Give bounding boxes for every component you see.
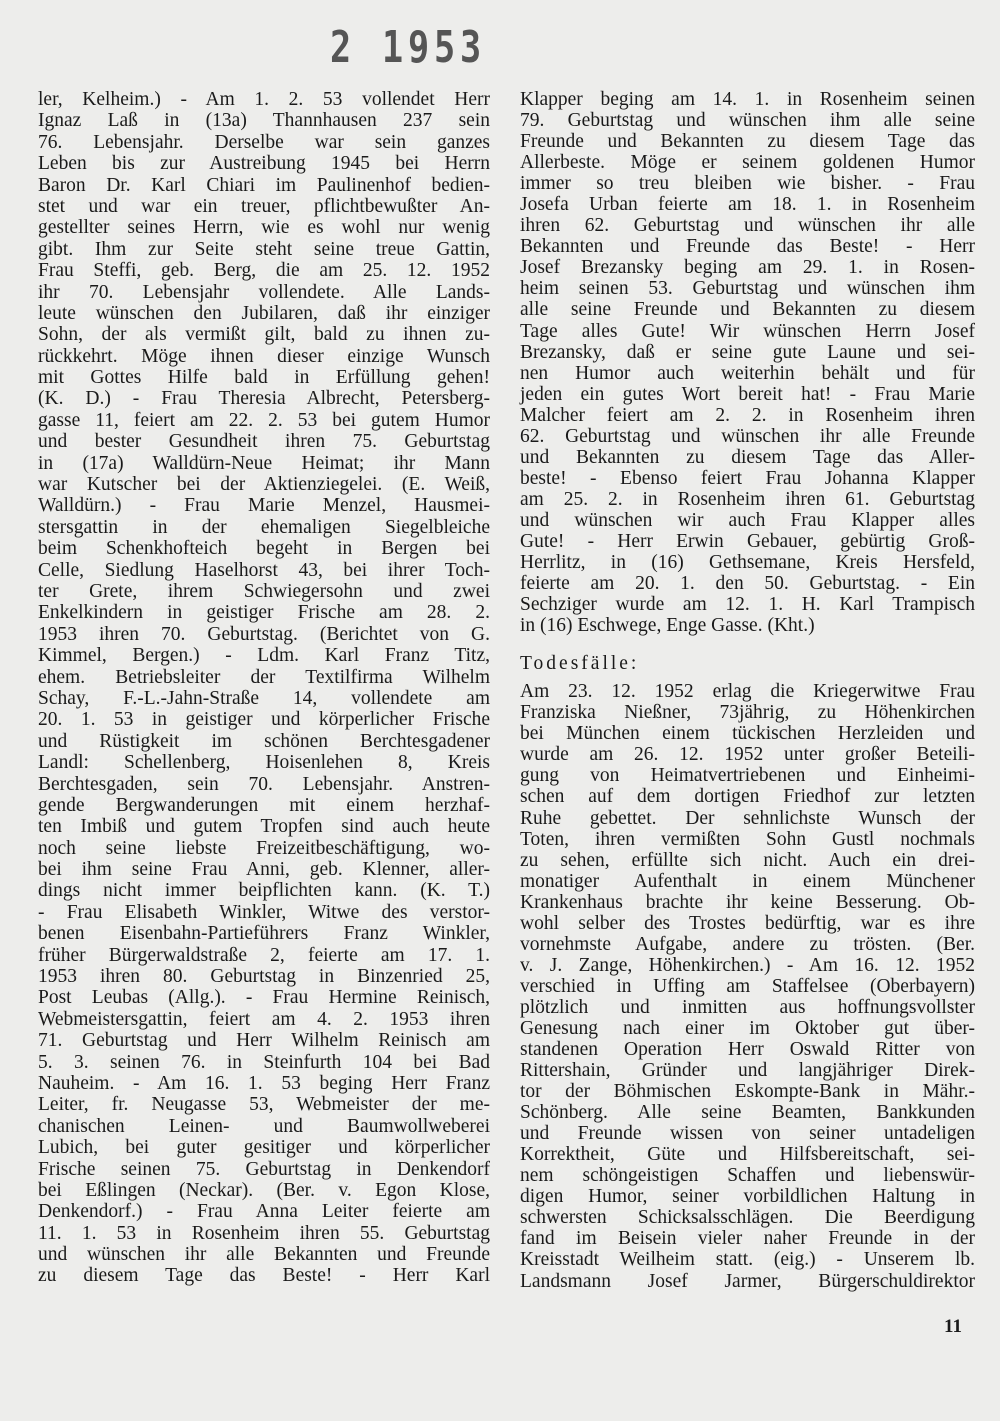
text-line: bei München einem tückischen Herzleiden und <box>520 723 975 745</box>
death-notices <box>520 681 975 1291</box>
text-line: nen Humor auch weiterhin behält und für <box>520 362 975 384</box>
text-line: gestellter seines Herrn, wie es wohl nur wenig <box>38 217 490 239</box>
text-line: Landl: Schellenberg, Hoisenlehen 8, Kreis <box>38 752 490 774</box>
text-line: in (16) Eschwege, Enge Gasse. (Kht.) <box>520 615 815 637</box>
text-line: tor der Böhmischen Eskompte-Bank in Mähr.- <box>520 1081 975 1103</box>
text-line: 62. Geburtstag und wünschen ihr alle Freunde <box>520 425 975 447</box>
text-line: gibt. Ihm zur Seite steht seine treue Gattin, <box>38 238 490 260</box>
text-line: und Freunde wissen von seiner untadeligen <box>520 1123 975 1145</box>
text-line: beste! - Ebenso feiert Frau Johanna Klapper <box>520 467 975 489</box>
text-line: in (17a) Walldürn-Neue Heimat; ihr Mann <box>38 452 490 474</box>
text-line: schen auf dem dortigen Friedhof zur letzten <box>520 786 975 808</box>
text-line: Bekannten und Freunde das Beste! - Herr <box>520 236 975 258</box>
text-line: Ignaz Laß in (13a) Thannhausen 237 sein <box>38 110 490 132</box>
text-line: 20. 1. 53 in geistiger und körperlicher Frische <box>38 709 490 731</box>
text-line: ehem. Betriebsleiter der Textilfirma Wilhelm <box>38 666 490 688</box>
text-line: benen Eisenbahn-Partieführers Franz Winkler, <box>38 923 490 945</box>
text-line: wohl selber des Trostes bedürftig, war es ihre <box>520 912 975 934</box>
text-line: und wünschen wir auch Frau Klapper alles <box>520 509 975 531</box>
text-line: - Frau Elisabeth Winkler, Witwe des verstor- <box>38 901 490 923</box>
text-line: Korrektheit, Güte und Hilfsbereitschaft, sei- <box>520 1144 975 1166</box>
text-line: ten Imbiß und gutem Tropfen sind auch heute <box>38 816 490 838</box>
text-line: war Kutscher bei der Aktienziegelei. (E. Weiß, <box>38 474 490 496</box>
text-line: digen Humor, seiner vorbildlichen Haltung in <box>520 1186 975 1208</box>
text-line: Josef Brezansky beging am 29. 1. in Rosen- <box>520 257 975 279</box>
text-line: wurde am 26. 12. 1952 unter großer Beteili- <box>520 744 975 766</box>
text-line: Brezansky, daß er seine gute Laune und sei- <box>520 341 975 363</box>
page-number: 11 <box>944 1316 962 1337</box>
text-line: Allerbeste. Möge er seinem goldenen Humor <box>520 152 975 174</box>
section-heading-deaths: Todesfälle: <box>520 653 640 675</box>
text-line: und Rüstigkeit im schönen Berchtesgadener <box>38 730 490 752</box>
text-line: Leiter, fr. Neugasse 53, Webmeister der me- <box>38 1094 490 1116</box>
text-line: 5. 3. seinen 76. in Steinfurth 104 bei Bad <box>38 1051 490 1073</box>
text-line: leute wünschen den Jubilaren, daß ihr einziger <box>38 302 490 324</box>
text-line: Krankenhaus brachte ihr keine Besserung. Ob- <box>520 891 975 913</box>
text-line: schwersten Schicksalsschlägen. Die Beerdigung <box>520 1207 975 1229</box>
text-line: gung von Heimatvertriebenen und Einheimi- <box>520 765 975 787</box>
text-line: rückkehrt. Möge ihnen dieser einzige Wunsch <box>38 345 490 367</box>
text-line: Klapper beging am 14. 1. in Rosenheim seinen <box>520 89 975 110</box>
text-line: 79. Geburtstag und wünschen ihm alle seine <box>520 110 975 132</box>
text-line: Celle, Siedlung Haselhorst 43, bei ihrer Toch- <box>38 559 490 581</box>
text-line: 1953 ihren 80. Geburtstag in Binzenried 25, <box>38 966 490 988</box>
text-line: stet und war ein treuer, pflichtbewußter An- <box>38 195 490 217</box>
text-line: (K. D.) - Frau Theresia Albrecht, Petersberg- <box>38 388 490 410</box>
text-line: heim seinen 53. Geburtstag und wünschen ihm <box>520 278 975 300</box>
text-line: beim Schenkhofteich begeht in Bergen bei <box>38 538 490 560</box>
text-line: Sechziger wurde am 12. 1. H. Karl Trampisch <box>520 594 975 616</box>
text-line: 71. Geburtstag und Herr Wilhelm Reinisch am <box>38 1030 490 1052</box>
text-line: plötzlich und inmitten aus hoffnungsvollster <box>520 996 975 1018</box>
text-line: bei ihm seine Frau Anni, geb. Klenner, aller- <box>38 859 490 881</box>
text-line: v. J. Zange, Höhenkirchen.) - Am 16. 12. 1952 <box>520 954 975 976</box>
text-line: Landsmann Josef Jarmer, Bürgerschuldirektor <box>520 1270 975 1292</box>
text-line: Kimmel, Bergen.) - Ldm. Karl Franz Titz, <box>38 645 490 667</box>
text-line: zu sehen, erfüllte sich nicht. Auch ein drei- <box>520 849 975 871</box>
right-column <box>520 89 975 1292</box>
text-line: 1953 ihren 70. Geburtstag. (Berichtet von G. <box>38 623 490 645</box>
text-line: feierte am 20. 1. den 50. Geburtstag. - Ein <box>520 573 975 595</box>
text-line: verschied in Uffing am Staffelsee (Oberbayern) <box>520 975 975 997</box>
text-line: vornehmste Aufgabe, andere zu trösten. (Ber. <box>520 933 975 955</box>
text-line: stersgattin in der ehemaligen Siegelbleiche <box>38 516 490 538</box>
text-line: Berchtesgaden, sein 70. Lebensjahr. Anstren- <box>38 773 490 795</box>
issue-stamp: 2 1953 <box>330 22 486 73</box>
text-line: alle seine Freunde und Bekannten zu diesem <box>520 299 975 321</box>
text-line: bei Eßlingen (Neckar). (Ber. v. Egon Klose, <box>38 1179 490 1201</box>
text-line: gasse 11, feiert am 22. 2. 53 bei gutem Humor <box>38 409 490 431</box>
text-line: Genesung nach einer im Oktober gut über- <box>520 1017 975 1039</box>
text-line: fand im Beisein vieler naher Freunde in der <box>520 1228 975 1250</box>
text-line: monatiger Aufenthalt in einem Münchener <box>520 870 975 892</box>
text-line: standenen Operation Herr Oswald Ritter von <box>520 1039 975 1061</box>
text-line: zu diesem Tage das Beste! - Herr Karl <box>38 1265 490 1287</box>
text-line: Frau Steffi, geb. Berg, die am 25. 12. 1952 <box>38 260 490 282</box>
text-line: 11. 1. 53 in Rosenheim ihren 55. Geburtstag <box>38 1222 490 1244</box>
text-line: Frische seinen 75. Geburtstag in Denkendorf <box>38 1158 490 1180</box>
text-line: ihren 62. Geburtstag und wünschen ihr alle <box>520 215 975 237</box>
text-line: Franziska Nießner, 73jährig, zu Höhenkirchen <box>520 702 975 724</box>
text-line: Baron Dr. Karl Chiari im Paulinenhof bedien- <box>38 174 490 196</box>
text-line: Walldürn.) - Frau Marie Menzel, Hausmei- <box>38 495 490 517</box>
text-line: Josefa Urban feierte am 18. 1. in Rosenheim <box>520 194 975 216</box>
text-line: Tage alles Gute! Wir wünschen Herrn Josef <box>520 320 975 342</box>
text-line: Kreisstadt Weilheim statt. (eig.) - Unserem lb. <box>520 1249 975 1271</box>
text-line: Rittershain, Gründer und langjähriger Direk- <box>520 1060 975 1082</box>
text-line: Webmeistersgattin, feiert am 4. 2. 1953 ihren <box>38 1008 490 1030</box>
text-line: mit Gottes Hilfe bald in Erfüllung gehen! <box>38 367 490 389</box>
text-line: chanischen Leinen- und Baumwollweberei <box>38 1115 490 1137</box>
text-line: Ruhe gebettet. Der sehnlichste Wunsch der <box>520 807 975 829</box>
text-line: Malcher feiert am 2. 2. in Rosenheim ihren <box>520 404 975 426</box>
text-line: Post Leubas (Allg.). - Frau Hermine Reinisch, <box>38 987 490 1009</box>
text-line: Denkendorf.) - Frau Anna Leiter feierte am <box>38 1201 490 1223</box>
text-line: und bester Gesundheit ihren 75. Geburtstag <box>38 431 490 453</box>
text-line: 76. Lebensjahr. Derselbe war sein ganzes <box>38 131 490 153</box>
text-line: Lubich, bei guter gesitiger und körperlicher <box>38 1137 490 1159</box>
left-column <box>38 89 490 1287</box>
text-line: Freunde und Bekannten zu diesem Tage das <box>520 131 975 153</box>
text-line: dings nicht immer beipflichten kann. (K. T.) <box>38 880 490 902</box>
text-line: noch seine liebste Freizeitbeschäftigung, wo- <box>38 837 490 859</box>
text-line: Nauheim. - Am 16. 1. 53 beging Herr Franz <box>38 1072 490 1094</box>
text-line: Herrlitz, in (16) Gethsemane, Kreis Hersfeld, <box>520 552 975 574</box>
text-line: ler, Kelheim.) - Am 1. 2. 53 vollendet Herr <box>38 89 490 110</box>
text-line: Schay, F.-L.-Jahn-Straße 14, vollendete am <box>38 687 490 709</box>
text-line: jeden ein gutes Wort bereit hat! - Frau Marie <box>520 383 975 405</box>
text-line: und wünschen ihr alle Bekannten und Freunde <box>38 1244 490 1266</box>
birthday-notices <box>520 89 975 636</box>
text-line: Leben bis zur Austreibung 1945 bei Herrn <box>38 153 490 175</box>
text-line: und Bekannten zu diesem Tage das Aller- <box>520 446 975 468</box>
text-line: ter Grete, ihrem Schwiegersohn und zwei <box>38 580 490 602</box>
text-line: Gute! - Herr Erwin Gebauer, gebürtig Groß- <box>520 530 975 552</box>
text-line: Enkelkindern in geistiger Frische am 28. 2. <box>38 602 490 624</box>
text-line: Sohn, der als vermißt gilt, bald zu ihnen zu- <box>38 324 490 346</box>
text-line: gende Bergwanderungen mit einem herzhaf- <box>38 794 490 816</box>
text-line: Toten, ihren vermißten Sohn Gustl nochmals <box>520 828 975 850</box>
text-line: am 25. 2. in Rosenheim ihren 61. Geburtstag <box>520 488 975 510</box>
text-line: Am 23. 12. 1952 erlag die Kriegerwitwe Frau <box>520 681 975 703</box>
text-line: nem schöngeistigen Schaffen und liebenswür- <box>520 1165 975 1187</box>
text-line: ihr 70. Lebensjahr vollendete. Alle Lands- <box>38 281 490 303</box>
text-line: früher Bürgerwaldstraße 2, feierte am 17. 1. <box>38 944 490 966</box>
text-line: immer so treu bleiben wie bisher. - Frau <box>520 173 975 195</box>
text-line: Schönberg. Alle seine Beamten, Bankkunden <box>520 1102 975 1124</box>
